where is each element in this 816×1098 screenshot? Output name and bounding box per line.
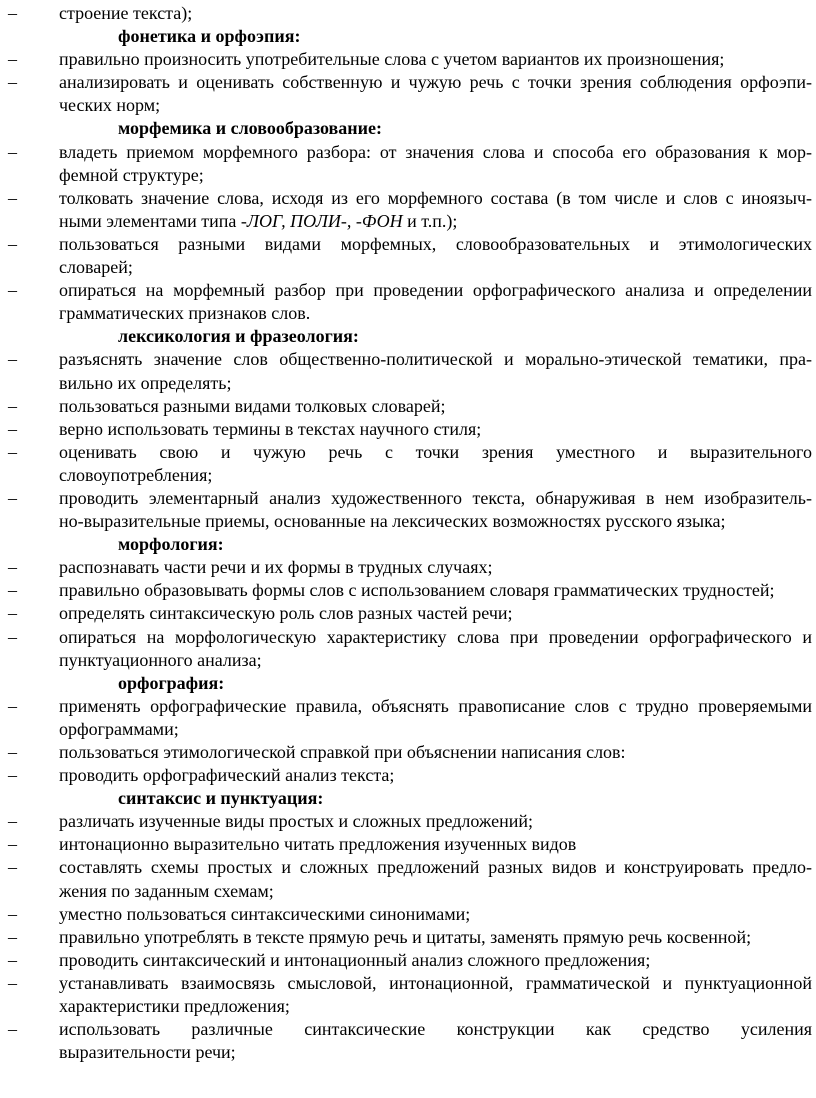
list-item-text: опираться на морфемный разбор при проведении орфографического анализа и определении	[59, 280, 812, 301]
dash-bullet: –	[8, 187, 17, 208]
list-item-text: словоупотребления;	[59, 464, 213, 485]
list-item-continuation	[0, 880, 814, 903]
list-item	[0, 949, 814, 972]
text-fragment: и т.п.);	[402, 210, 458, 231]
list-item	[0, 926, 814, 949]
dash-bullet: –	[8, 349, 17, 370]
list-item	[0, 626, 814, 649]
list-item-text: устанавливать взаимосвязь смысловой, интонационной, грамматической и пунктуационной	[59, 972, 812, 993]
list-item	[0, 602, 814, 625]
list-item-text: правильно произносить употребительные слова с учетом вариантов их произношения;	[59, 49, 725, 70]
list-item	[0, 187, 814, 210]
list-item-continuation	[0, 510, 814, 533]
dash-bullet: –	[8, 949, 17, 970]
dash-bullet: –	[8, 626, 17, 647]
list-item	[0, 833, 814, 856]
section-heading: фонетика и орфоэпия:	[118, 26, 301, 47]
list-item-text: проводить орфографический анализ текста;	[59, 765, 395, 786]
dash-bullet: –	[8, 1019, 17, 1040]
list-item-text: опираться на морфологическую характеристику слова при проведении орфографического и	[59, 626, 812, 647]
dash-bullet: –	[8, 418, 17, 439]
list-item-text: толковать значение слова, исходя из его морфемного состава (в том числе и слов с иноязыч-	[59, 187, 812, 208]
list-item-text: словарей;	[59, 257, 133, 278]
list-item-text: применять орфографические правила, объяснять правописание слов с трудно проверяемыми	[59, 695, 812, 716]
list-item	[0, 418, 814, 441]
list-item	[0, 2, 814, 25]
section-heading: лексикология и фразеология:	[118, 326, 359, 347]
list-item	[0, 348, 814, 371]
list-item-text: определять синтаксическую роль слов разных частей речи;	[59, 603, 513, 624]
list-item-continuation	[0, 995, 814, 1018]
list-item-continuation	[0, 302, 814, 325]
list-item-continuation	[0, 164, 814, 187]
dash-bullet: –	[8, 3, 17, 23]
list-item-text: пользоваться разными видами морфемных, словообразовательных и этимологических	[59, 233, 812, 254]
section-heading: морфология:	[118, 534, 224, 555]
list-item-continuation	[0, 464, 814, 487]
list-item-text: оценивать свою и чужую речь с точки зрения уместного и выразительного	[59, 441, 812, 462]
list-item-text: ческих норм;	[59, 95, 161, 116]
list-item-text: пользоваться этимологической справкой при объяснении написания слов:	[59, 742, 626, 762]
dash-bullet: –	[8, 834, 17, 855]
dash-bullet: –	[8, 280, 17, 301]
list-item	[0, 71, 814, 94]
list-item	[0, 279, 814, 302]
list-item	[0, 141, 814, 164]
dash-bullet: –	[8, 557, 17, 578]
list-item-text: орфограммами;	[59, 718, 179, 739]
list-item-text: интонационно выразительно читать предложения изученных видов	[59, 834, 577, 855]
list-item	[0, 579, 814, 602]
list-item-continuation	[0, 210, 814, 233]
list-item	[0, 903, 814, 926]
list-item-continuation	[0, 256, 814, 279]
list-item-continuation	[0, 94, 814, 117]
list-item	[0, 741, 814, 764]
list-item	[0, 810, 814, 833]
list-item-text: различать изученные виды простых и сложных предложений;	[59, 811, 534, 832]
list-item	[0, 695, 814, 718]
list-item-text: жения по заданным схемам;	[59, 880, 274, 901]
list-item	[0, 441, 814, 464]
list-item	[0, 856, 814, 879]
dash-bullet: –	[8, 926, 17, 947]
list-item	[0, 556, 814, 579]
italic-text-fragment: ЛОГ, ПОЛИ-, -ФОН	[246, 210, 403, 231]
list-item-text: владеть приемом морфемного разбора: от значения слова и способа его образования к мор-	[59, 141, 812, 162]
list-item-continuation	[0, 649, 814, 672]
list-item-text: проводить синтаксический и интонационный анализ сложного предложения;	[59, 949, 651, 970]
dash-bullet: –	[8, 233, 17, 254]
list-item	[0, 48, 814, 71]
section-heading: орфография:	[118, 672, 225, 693]
dash-bullet: –	[8, 811, 17, 832]
list-item	[0, 1018, 814, 1041]
list-item-text: разъяснять значение слов общественно-политической и морально-этической тематики, пра-	[59, 349, 812, 370]
text-fragment: ными элементами типа -	[59, 210, 247, 231]
list-item	[0, 487, 814, 510]
dash-bullet: –	[8, 441, 17, 462]
list-item-text: правильно образовывать формы слов с использованием словаря грамматических трудностей;	[59, 580, 775, 601]
list-item-text: распознавать части речи и их формы в трудных случаях;	[59, 557, 493, 578]
list-item-text: уместно пользоваться синтаксическими синонимами;	[59, 903, 471, 924]
list-item-continuation	[0, 372, 814, 395]
list-item-text: верно использовать термины в текстах научного стиля;	[59, 418, 482, 439]
list-item-text	[59, 210, 812, 233]
dash-bullet: –	[8, 487, 17, 508]
list-item	[0, 395, 814, 418]
dash-bullet: –	[8, 141, 17, 162]
dash-bullet: –	[8, 72, 17, 93]
list-item-text: пользоваться разными видами толковых словарей;	[59, 395, 446, 416]
dash-bullet: –	[8, 972, 17, 993]
list-item-text: анализировать и оценивать собственную и чужую речь с точки зрения соблюдения орфоэпи-	[59, 72, 812, 93]
list-item-text: фемной структуре;	[59, 164, 204, 185]
section-heading: синтаксис и пунктуация:	[118, 788, 324, 809]
dash-bullet: –	[8, 49, 17, 70]
list-item-text: проводить элементарный анализ художественного текста, обнаруживая в нем изобразитель-	[59, 487, 812, 508]
dash-bullet: –	[8, 742, 17, 762]
list-item-text: пунктуационного анализа;	[59, 649, 262, 670]
list-item	[0, 233, 814, 256]
list-item-text: строение текста);	[59, 3, 193, 23]
list-item-text: составлять схемы простых и сложных предложений разных видов и конструировать предло-	[59, 857, 812, 878]
dash-bullet: –	[8, 903, 17, 924]
list-item-text: выразительности речи;	[59, 1042, 236, 1063]
dash-bullet: –	[8, 603, 17, 624]
dash-bullet: –	[8, 580, 17, 601]
list-item-continuation	[0, 1041, 814, 1064]
section-heading: морфемика и словообразование:	[118, 118, 382, 139]
list-item-text: вильно их определять;	[59, 372, 232, 393]
dash-bullet: –	[8, 857, 17, 878]
dash-bullet: –	[8, 765, 17, 786]
list-item-text: характеристики предложения;	[59, 996, 290, 1017]
list-item	[0, 764, 814, 787]
dash-bullet: –	[8, 395, 17, 416]
list-item-text: использовать различные синтаксические конструкции как средство усиления	[59, 1019, 812, 1040]
dash-bullet: –	[8, 695, 17, 716]
list-item-text: грамматических признаков слов.	[59, 303, 311, 324]
list-item-text: правильно употреблять в тексте прямую речь и цитаты, заменять прямую речь косвенной;	[59, 926, 752, 947]
list-item-continuation	[0, 718, 814, 741]
list-item	[0, 972, 814, 995]
list-item-text: но-выразительные приемы, основанные на лексических возможностях русского языка;	[59, 511, 726, 532]
